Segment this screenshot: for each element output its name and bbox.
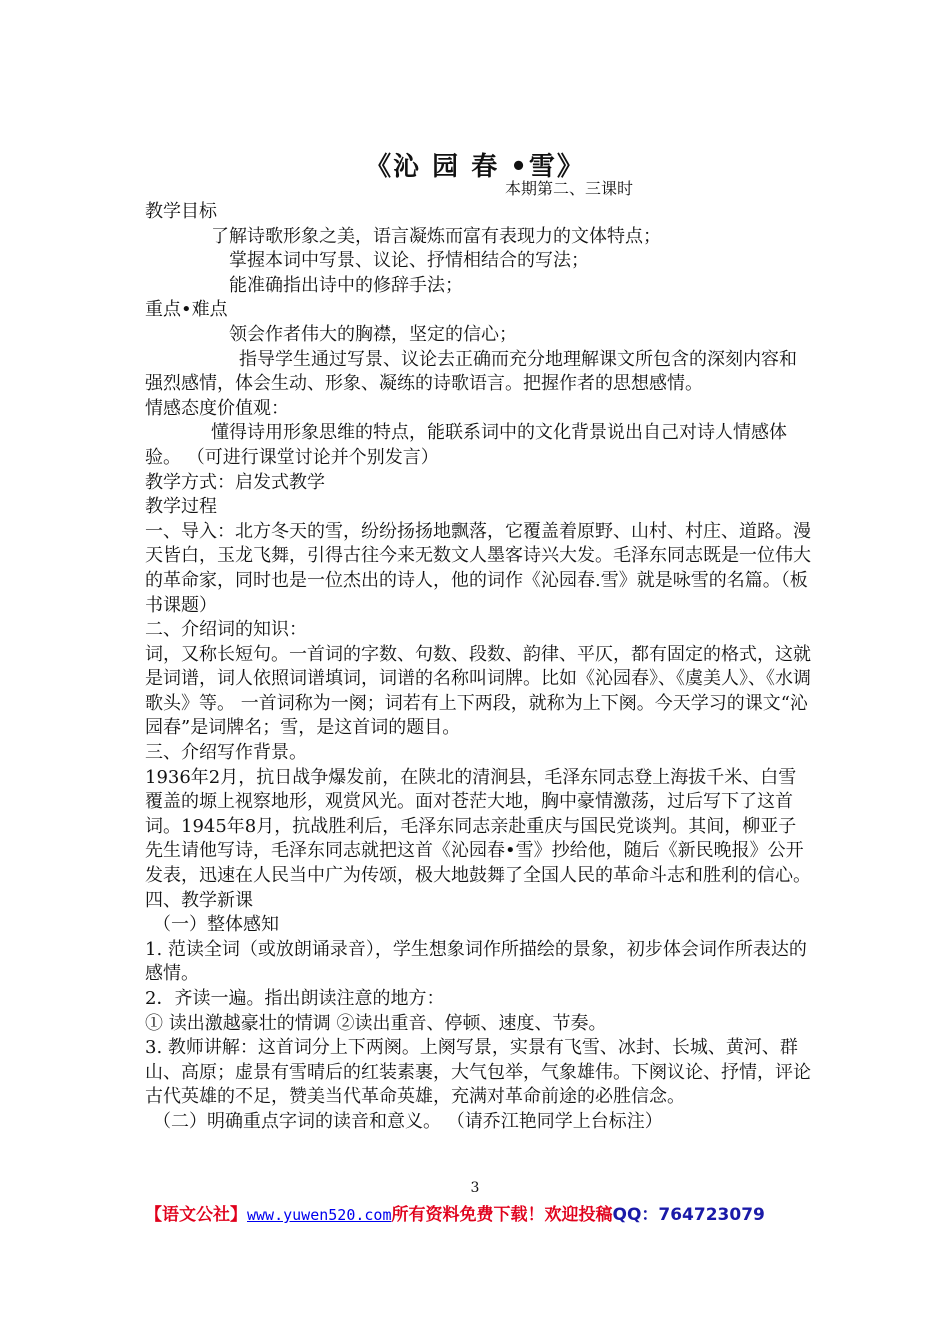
footer-brand: 【语文公社】: [145, 1205, 247, 1225]
heading-key-points: 重点•难点: [145, 299, 228, 321]
key-point-item: 指导学生通过写景、议论去正确而充分地理解课文所包含的深刻内容和强烈感情，体会生动、形象、凝练的诗歌语言。把握作者的思想感情。: [145, 348, 797, 395]
step-item: 1. 范读全词（或放朗诵录音），学生想象词作所描绘的景象，初步体会词作所表达的感情。: [145, 938, 807, 985]
footer-slogan: 所有资料免费下载！欢迎投稿: [391, 1205, 613, 1225]
footer-qq: QQ：764723079: [612, 1205, 765, 1225]
step-item: ① 读出激越豪壮的情调 ②读出重音、停顿、速度、节奏。: [145, 1012, 607, 1034]
step-item: 3. 教师讲解：这首词分上下两阕。上阕写景，实景有飞雪、冰封、长城、黄河、群山、高原；虚景有雪晴后的红装素裹，大气包举，气象雄伟。下阕议论、抒情，评论古代英雄的不足，赞美当代革命英雄，充满对革命前途的必胜信念。: [145, 1037, 811, 1108]
page-number: 3: [470, 1180, 480, 1196]
teaching-method: 教学方式：启发式教学: [145, 471, 325, 493]
subheading-key-words: （二）明确重点字词的读音和意义。 （请乔江艳同学上台标注）: [153, 1110, 663, 1132]
heading-background: 三、介绍写作背景。: [145, 742, 307, 764]
paragraph-introduction: 一、导入：北方冬天的雪，纷纷扬扬地飘落，它覆盖着原野、山村、村庄、道路。漫天皆白，玉龙飞舞，引得古往今来无数文人墨客诗兴大发。毛泽东同志既是一位伟大的革命家，同时也是一位杰出的诗人，他的词作《沁园春.雪》就是咏雪的名篇。（板书课题）: [145, 520, 811, 616]
goal-item: 掌握本词中写景、议论、抒情相结合的写法；: [229, 250, 589, 272]
subheading-overall: （一）整体感知: [153, 914, 279, 936]
key-point-item: 领会作者伟大的胸襟，坚定的信心；: [229, 323, 517, 345]
lesson-period: 本期第二、三课时: [505, 179, 634, 198]
goal-item: 了解诗歌形象之美，语言凝炼而富有表现力的文体特点；: [211, 225, 661, 247]
goal-item: 能准确指出诗中的修辞手法；: [229, 274, 463, 296]
paragraph-background: 1936年2月，抗日战争爆发前，在陕北的清涧县，毛泽东同志登上海拔千米、白雪覆盖的塬上视察地形，观赏风光。面对苍茫大地，胸中豪情激荡，过后写下了这首词。1945年8月，抗战胜利后，毛泽东同志亲赴重庆与国民党谈判。其间，柳亚子先生请他写诗，毛泽东同志就把这首《沁园春•雪》抄给他，随后《新民晚报》公开发表，迅速在人民当中广为传颂，极大地鼓舞了全国人民的革命斗志和胜利的信心。: [145, 766, 811, 887]
heading-teaching-goals: 教学目标: [145, 201, 217, 222]
heading-values: 情感态度价值观：: [145, 397, 289, 419]
heading-new-lesson: 四、教学新课: [145, 889, 253, 911]
footer-banner: [145, 1200, 765, 1225]
document-body: [145, 200, 813, 1135]
heading-teaching-process: 教学过程: [145, 496, 217, 518]
step-item: 2．齐读一遍。指出朗读注意的地方：: [145, 988, 445, 1009]
values-item: 懂得诗用形象思维的特点，能联系词中的文化背景说出自己对诗人情感体验。 （可进行课堂讨论并个别发言）: [145, 422, 787, 468]
heading-ci-knowledge: 二、介绍词的知识：: [145, 619, 307, 641]
document-title: 《沁 园 春 •雪》: [365, 152, 585, 182]
paragraph-ci-knowledge: 词，又称长短句。一首词的字数、句数、段数、韵律、平仄，都有固定的格式，这就是词谱，词人依照词谱填词，词谱的名称叫词牌。比如《沁园春》、《虞美人》、《水调歌头》等。 一首词称为一阕；词若有上下两段，就称为上下阕。今天学习的课文“沁园春”是词牌名；雪，是这首词的题目。: [145, 643, 811, 739]
footer-link[interactable]: www.yuwen520.com: [247, 1206, 392, 1224]
